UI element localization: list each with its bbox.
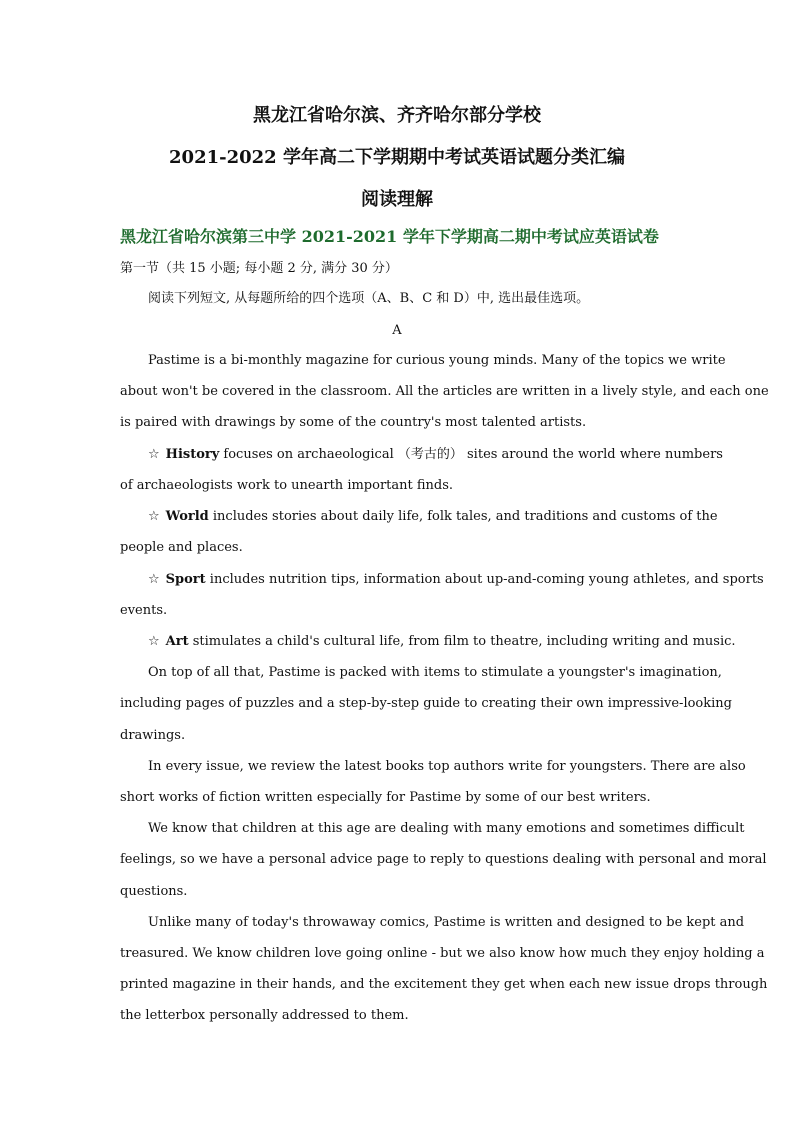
paragraph-line: treasured. We know children love going online - but we also know how much they enjoy holding a <box>120 946 765 961</box>
paragraph-line: including pages of puzzles and a step-by-step guide to creating their own impressive-looking <box>120 696 732 711</box>
paragraph-line: We know that children at this age are dealing with many emotions and sometimes difficult <box>148 821 745 836</box>
paragraph-line: is paired with drawings by some of the country's most talented artists. <box>120 415 587 430</box>
paragraph-line: events. <box>120 603 168 618</box>
paragraph-line: questions. <box>120 884 188 899</box>
list-item-text: focuses on archaeological （考古的） sites around the world where numbers <box>219 447 723 462</box>
paragraph-line: In every issue, we review the latest books top authors write for youngsters. There are also <box>148 759 746 774</box>
list-item-text: stimulates a child's cultural life, from film to theatre, including writing and music. <box>188 634 736 649</box>
list-item-text: includes nutrition tips, information about up-and-coming young athletes, and sports <box>205 572 764 587</box>
list-item-sport <box>148 571 764 589</box>
document-title-line-2: 2021-2022 学年高二下学期期中考试英语试题分类汇编 <box>169 147 625 168</box>
paragraph-line: Pastime is a bi-monthly magazine for curious young minds. Many of the topics we write <box>148 353 726 368</box>
star-icon: ☆ <box>148 509 160 524</box>
document-title-line-1: 黑龙江省哈尔滨、齐齐哈尔部分学校 <box>253 105 541 126</box>
list-item-text: includes stories about daily life, folk tales, and traditions and customs of the <box>208 509 718 524</box>
paragraph-line: of archaeologists work to unearth important finds. <box>120 478 454 493</box>
paragraph-line: On top of all that, Pastime is packed with items to stimulate a youngster's imagination, <box>148 665 722 680</box>
list-item-world <box>148 508 718 526</box>
paragraph-line: short works of fiction written especially for Pastime by some of our best writers. <box>120 790 651 805</box>
document-title-line-3: 阅读理解 <box>361 189 433 210</box>
star-icon: ☆ <box>148 447 160 462</box>
exam-source-heading: 黑龙江省哈尔滨第三中学 2021-2021 学年下学期高二期中考试应英语试卷 <box>120 227 659 246</box>
star-icon: ☆ <box>148 634 160 649</box>
passage-letter: A <box>392 323 402 338</box>
paragraph-line: Unlike many of today's throwaway comics, Pastime is written and designed to be kept and <box>148 915 745 930</box>
paragraph-line: printed magazine in their hands, and the excitement they get when each new issue drops through <box>120 977 768 992</box>
section-label: 第一节（共 15 小题; 每小题 2 分, 满分 30 分） <box>120 261 398 276</box>
list-item-history <box>148 446 723 464</box>
paragraph-line: drawings. <box>120 728 186 743</box>
paragraph-line: the letterbox personally addressed to them. <box>120 1008 409 1023</box>
list-item-keyword: World <box>165 509 209 524</box>
list-item-keyword: History <box>165 447 220 462</box>
paragraph-line: people and places. <box>120 540 243 555</box>
star-icon: ☆ <box>148 572 160 587</box>
list-item-keyword: Sport <box>165 572 206 587</box>
paragraph-line: feelings, so we have a personal advice page to reply to questions dealing with personal and moral <box>120 852 767 867</box>
section-instruction: 阅读下列短文, 从每题所给的四个选项（A、B、C 和 D）中, 选出最佳选项。 <box>148 291 590 306</box>
list-item-art <box>148 633 736 651</box>
list-item-keyword: Art <box>165 634 189 649</box>
paragraph-line: about won't be covered in the classroom. All the articles are written in a lively style, and each one <box>120 384 769 399</box>
